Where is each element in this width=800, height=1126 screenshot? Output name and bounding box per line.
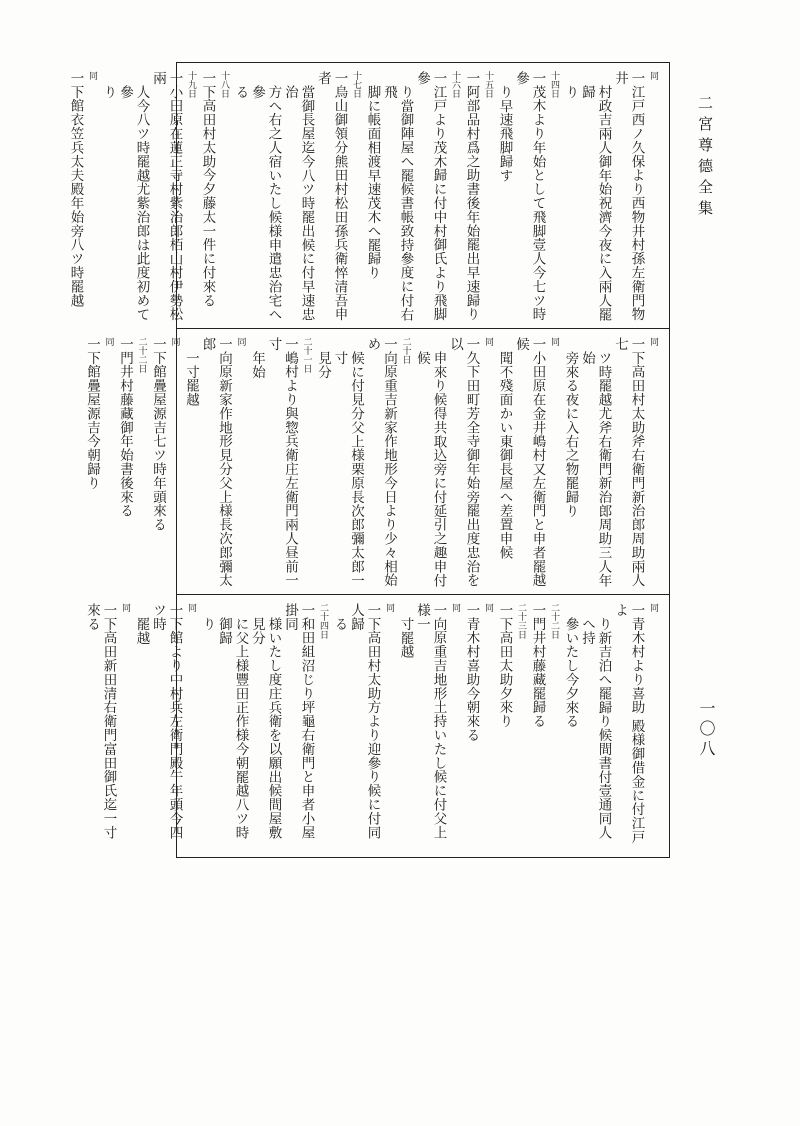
entry-line: 一下高田太助夕來り xyxy=(496,603,513,729)
entry-line: り xyxy=(199,617,216,631)
entry-line: 申來り候得共取込旁に付延引之趣申付候 xyxy=(414,351,447,588)
diary-entry xyxy=(133,603,199,851)
entry-line: 一青木村より喜助 殿様御借金に付江戸よ xyxy=(612,603,645,844)
entry-line: 參いたし今夕來る xyxy=(562,617,579,729)
diary-entry xyxy=(84,337,117,588)
entry-date-head: 二十二日 xyxy=(549,603,559,639)
entry-line: 一和田組沼じり坪龜右衛門と申者小屋掛同 xyxy=(282,603,315,840)
diary-entry xyxy=(232,71,364,322)
entry-line: り新吉泊へ罷歸り候間書付壹通同人へ持 xyxy=(579,617,612,840)
entry-date-head: 同 xyxy=(103,337,114,346)
diary-entry xyxy=(463,603,496,851)
entry-date-head: 二十一日 xyxy=(301,337,312,373)
diary-entry xyxy=(199,71,232,322)
entry-line: 年始 xyxy=(249,351,265,379)
entry-date-head: 同 xyxy=(483,337,493,346)
entry-line: 脚に帳面相渡早速茂木へ罷歸り xyxy=(364,85,381,280)
entry-date-head: 同 xyxy=(450,603,460,612)
entry-date-head: 十五日 xyxy=(483,71,493,98)
entry-line: 一嶋村より與惣兵衛庄左衛門兩人昼前一寸 xyxy=(265,337,298,588)
running-head: 二宮尊德全集 xyxy=(696,95,714,221)
entry-line: る xyxy=(331,617,348,631)
entry-line: 一下高田村太助方より迎參り候に付同人歸 xyxy=(348,603,381,840)
diary-entry xyxy=(562,71,661,322)
diary-entry xyxy=(496,337,562,588)
entry-date-head: 同 xyxy=(169,337,180,346)
entry-line: 一阿部品村爲之助書後年始罷出早速歸り xyxy=(463,71,480,322)
diary-entry xyxy=(150,337,183,588)
text-frame xyxy=(67,62,670,858)
entry-line: 一下高田村太助今夕藤太一件に付來る xyxy=(199,71,216,308)
diary-entry xyxy=(414,337,497,588)
entry-line: り當御陣屋へ罷候書帳致持參度に付右飛 xyxy=(381,85,414,322)
diary-entry xyxy=(364,71,463,322)
entry-line: る xyxy=(232,85,249,99)
entry-date-head: 同 xyxy=(549,337,559,346)
diary-entry xyxy=(331,603,397,851)
diary-entry xyxy=(529,603,562,851)
tier-upper xyxy=(67,63,669,329)
entry-line: 一下高田村太助斧右衛門新治郎周助兩人七 xyxy=(612,337,645,588)
entry-line: 一江戸西ノ久保より西物井村孫左衛門物井 xyxy=(612,71,645,322)
entry-date-head: 同 xyxy=(483,603,493,612)
entry-date-head: 二十日 xyxy=(400,337,411,364)
entry-date-head: 十九日 xyxy=(186,71,196,98)
diary-entry xyxy=(100,71,199,322)
entry-date-head: 同 xyxy=(648,71,658,80)
entry-line: 村政吉兩人御年始祝濟今夜に入兩人罷歸 xyxy=(579,85,612,322)
diary-entry xyxy=(315,337,414,588)
entry-line: 當御長屋迄今八ツ時罷出候に付早速忠治 xyxy=(282,85,315,322)
tier-lower-text xyxy=(84,603,661,851)
entry-date-head: 同 xyxy=(648,337,658,346)
diary-entry xyxy=(496,603,529,851)
entry-date-head: 同 xyxy=(648,603,658,612)
entry-line: 一下館より中村兵左衛門殿午年頭今四ツ時 xyxy=(150,603,183,840)
entry-date-head: 二十二日 xyxy=(136,337,147,373)
entry-line: 様いたし度庄兵衛を以願出候間屋敷見分 xyxy=(249,617,282,840)
entry-date-head: 同 xyxy=(120,603,130,612)
diary-entry xyxy=(562,603,661,851)
entry-line: 旁來る夜に入右之物罷歸り xyxy=(562,351,579,518)
entry-date-head: 同 xyxy=(186,603,196,612)
diary-entry xyxy=(117,337,150,588)
tier-middle-text xyxy=(84,337,661,588)
entry-line: 一小田原在蓮正寺村紫治郎栢山村伊勢松兩 xyxy=(150,71,183,322)
diary-entry xyxy=(463,71,496,322)
entry-date-head: 十八日 xyxy=(219,71,229,98)
entry-line: 一向原重吉新家作地形今日より少々相始め xyxy=(364,337,397,588)
entry-date-head: 同 xyxy=(384,603,394,612)
entry-line: 一小田原在金井嶋村又左衛門と申者罷越候 xyxy=(513,337,546,588)
entry-date-head: 二十四日 xyxy=(318,603,328,639)
tier-lower xyxy=(84,595,669,857)
diary-entry xyxy=(397,603,463,851)
diary-entry xyxy=(562,337,661,588)
entry-line: り xyxy=(100,85,117,99)
entry-line: り早速飛脚歸す xyxy=(496,85,513,183)
entry-line: 罷越 xyxy=(133,617,150,645)
entry-date-head: 二十三日 xyxy=(516,603,526,639)
entry-line: 聞不殘面かい東御長屋へ差置申候 xyxy=(496,351,513,560)
entry-date-head: 十六日 xyxy=(450,71,460,98)
entry-line: 一門井村藤藏御年始書後來る xyxy=(117,337,133,518)
entry-line: 一下館疊屋源吉今朝歸り xyxy=(84,337,100,490)
entry-line: に父上様豐田正作様今朝罷越八ツ時御歸 xyxy=(216,617,249,840)
entry-line: 一久下田町芳全寺御年始旁罷出度忠治を以 xyxy=(447,337,480,588)
entry-date-head: 同 xyxy=(235,337,246,346)
diary-entry xyxy=(67,71,100,322)
diary-entry xyxy=(249,337,315,588)
entry-line: 一江戸より茂木歸に付中村御氏より飛脚參 xyxy=(414,71,447,322)
entry-line: 一茂木より年始として飛脚壹人今七ツ時參 xyxy=(513,71,546,322)
entry-line: 一下館疊屋源吉七ツ時年頭來る xyxy=(150,337,166,532)
entry-line: り xyxy=(562,85,579,99)
tier-middle xyxy=(84,329,669,595)
entry-date-head: 同 xyxy=(87,71,97,80)
entry-line: 一門井村藤藏罷歸る xyxy=(529,603,546,729)
entry-line: 一向原重吉地形土持いたし候に付父上様一 xyxy=(414,603,447,840)
entry-date-head: 十七日 xyxy=(351,71,361,98)
entry-line: 一下館衣笠兵太夫殿年始旁八ツ時罷越 xyxy=(67,71,84,308)
page-number: 一〇八 xyxy=(697,700,716,760)
entry-line: 方へ右之人宿いたし候様申遣忠治宅へ參 xyxy=(249,85,282,322)
diary-entry xyxy=(199,603,331,851)
entry-line: 一烏山御領分熊田村松田孫兵衛悴清吾申者 xyxy=(315,71,348,322)
diary-entry xyxy=(496,71,562,322)
entry-date-head: 十四日 xyxy=(549,71,559,98)
diary-entry xyxy=(84,603,134,851)
entry-line: 一青木村喜助今朝來る xyxy=(463,603,480,742)
entry-line: 人今八ツ時罷越尤紫治郎は此度初めて參 xyxy=(117,85,150,322)
entry-line: 寸罷越 xyxy=(397,617,414,659)
entry-line: 候に付見分父上様栗原長次郎彌太郎一寸 xyxy=(331,351,364,588)
entry-line: 一向原新家作地形見分父上様長次郎彌太郎 xyxy=(199,337,232,588)
entry-line: ツ時罷越尤斧右衛門新治郎周助三人年始 xyxy=(579,351,612,588)
entry-line: 一寸罷越 xyxy=(183,351,199,407)
entry-line: 見分 xyxy=(315,351,331,379)
entry-line: 一下高田新田清右衛門富田御氏迄一寸來る xyxy=(84,603,117,840)
tier-upper-text xyxy=(67,71,661,322)
diary-entry xyxy=(183,337,249,588)
